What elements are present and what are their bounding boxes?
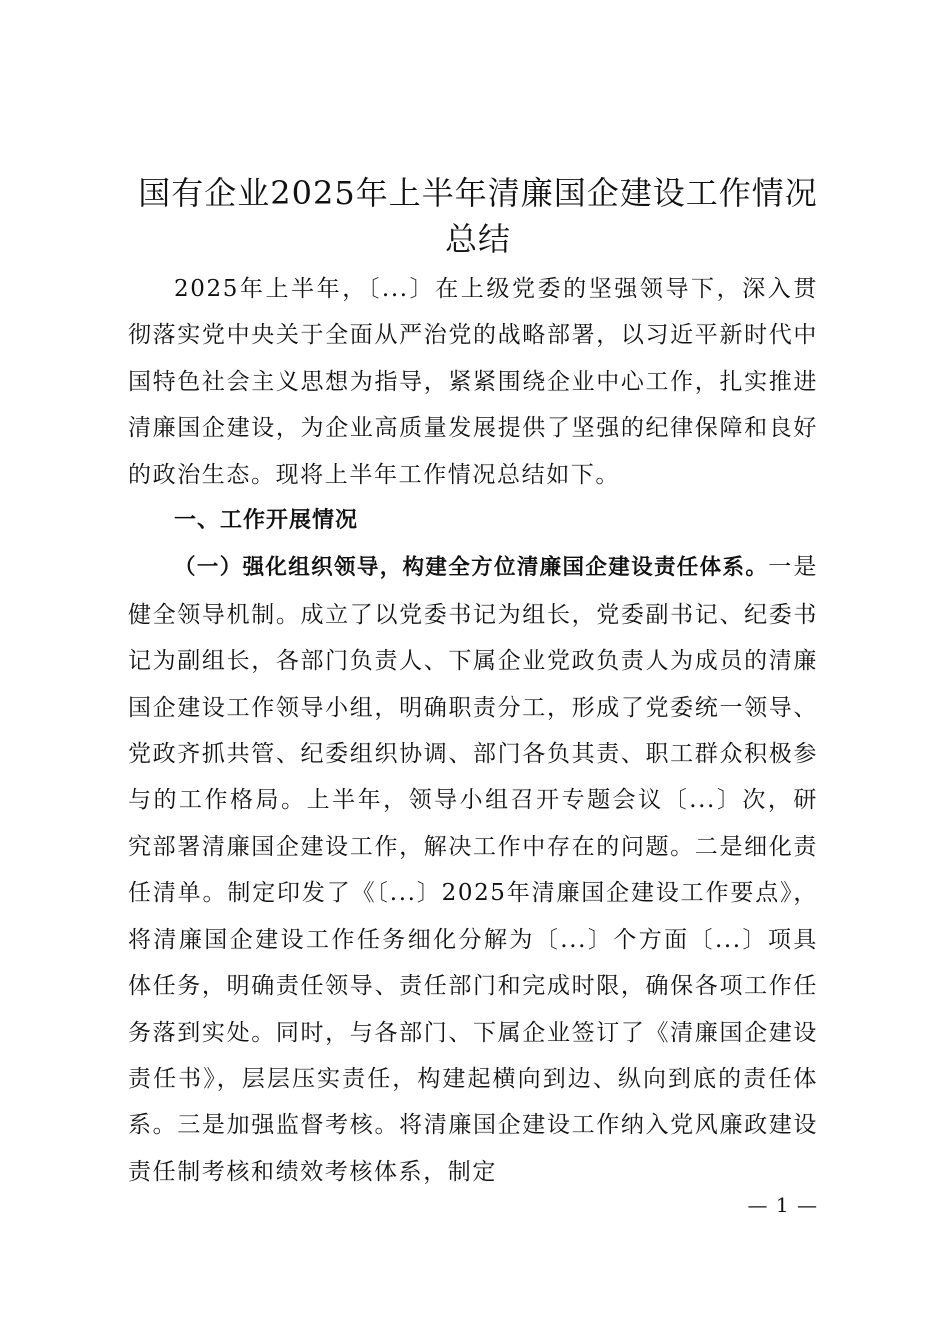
subsection-body: 一是健全领导机制。成立了以党委书记为组长，党委副书记、纪委书记为副组长，各部门负责人、下属企业党政负责人为成员的清廉国企建设工作领导小组，明确职责分工，形成了党委统一领导、党政齐抓共管、纪委组织协调、部门各负其责、职工群众积极参与的工作格局。上半年，领导小组召开专题会议〔...〕次，研究部署清廉国企建设工作，解决工作中存在的问题。二是细化责任清单。制定印发了《〔...〕2025年清廉国企建设工作要点》，将清廉国企建设工作任务细化分解为〔...〕个方面〔...〕项具体任务，明确责任领导、责任部门和完成时限，确保各项工作任务落到实处。同时，与各部门、下属企业签订了《清廉国企建设责任书》，层层压实责任，构建起横向到边、纵向到底的责任体系。三是加强监督考核。将清廉国企建设工作纳入党风廉政建设责任制考核和绩效考核体系，制定 — [128, 554, 818, 1185]
subsection-paragraph — [128, 544, 818, 1195]
intro-paragraph: 2025年上半年，〔...〕在上级党委的坚强领导下，深入贯彻落实党中央关于全面从严治党的战略部署，以习近平新时代中国特色社会主义思想为指导，紧紧围绕企业中心工作，扎实推进清廉国企建设，为企业高质量发展提供了坚强的纪律保障和良好的政治生态。现将上半年工作情况总结如下。 — [128, 276, 818, 488]
document-title: 国有企业2025年上半年清廉国企建设工作情况总结 — [138, 174, 818, 258]
page-number: — 1 — — [747, 1193, 818, 1217]
section-heading: 一、工作开展情况 — [174, 508, 359, 534]
document-body — [128, 266, 818, 1195]
subsection-heading: （一）强化组织领导，构建全方位清廉国企建设责任体系。 — [174, 555, 769, 581]
